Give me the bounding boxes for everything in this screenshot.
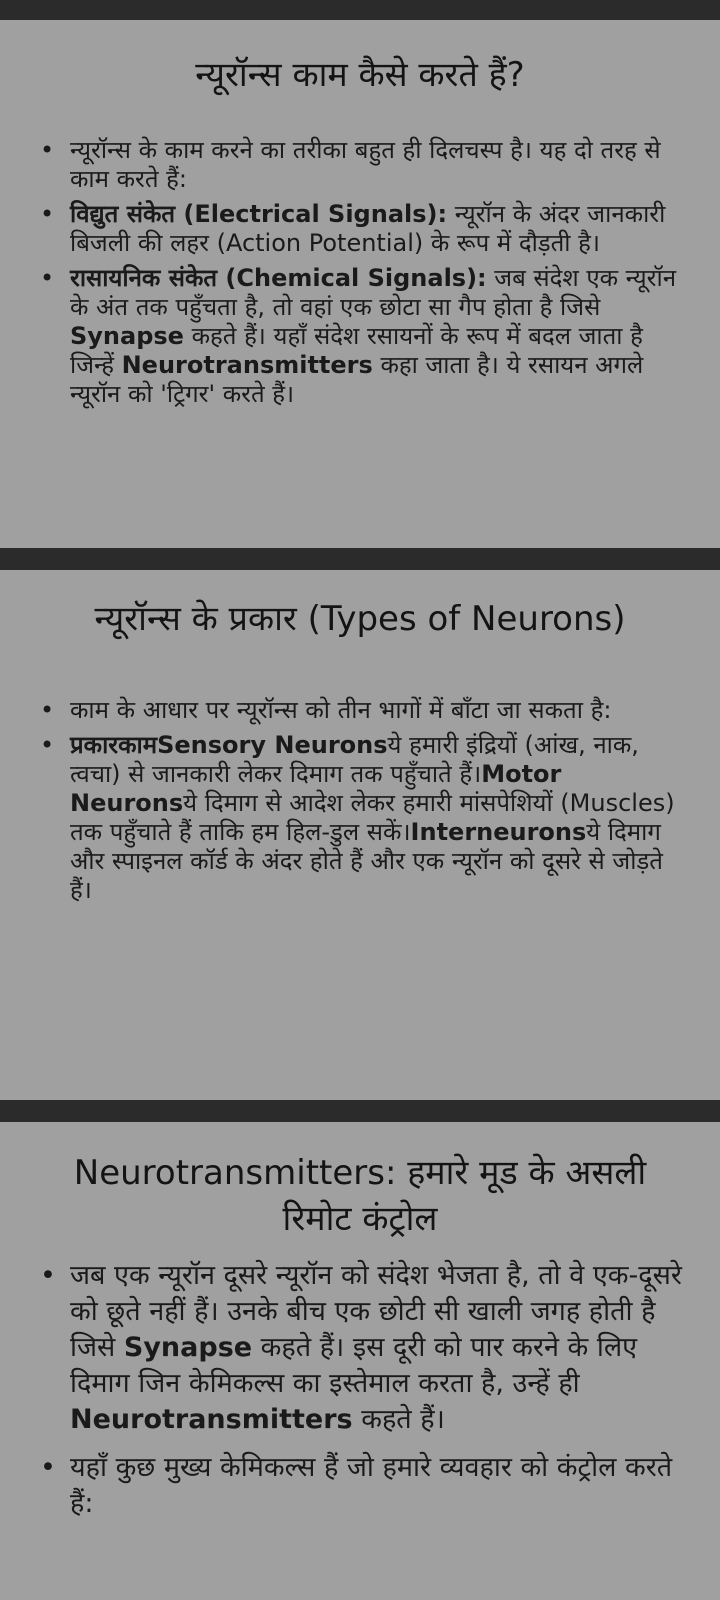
bullet-dot-icon: • xyxy=(40,136,55,164)
bold-term: विद्युत संकेत (Electrical Signals): xyxy=(70,200,448,228)
bullet-text: कहते हैं। यहाँ संदेश रसायनों के रूप में बदल जाता है जिन्हें xyxy=(70,322,643,379)
bullet-list xyxy=(0,696,720,905)
bullet-item xyxy=(0,200,692,258)
bullet-dot-icon: • xyxy=(40,200,55,228)
bullet-text: कहते हैं। इस दूरी को पार करने के लिए दिमाग जिन केमिकल्स का इस्तेमाल करता है, उन्हें ही xyxy=(70,1332,638,1399)
bullet-text: न्यूरॉन्स के काम करने का तरीका बहुत ही दिलचस्प है। यह दो तरह से काम करते हैं: xyxy=(70,136,661,193)
bold-term: Interneurons xyxy=(410,818,587,846)
bullet-item xyxy=(0,1258,692,1438)
bullet-dot-icon: • xyxy=(40,1452,56,1483)
bullet-text: कहते हैं। xyxy=(352,1404,445,1435)
bullet-text: ये दिमाग और स्पाइनल कॉर्ड के अंदर होते हैं और एक न्यूरॉन को दूसरे से जोड़ते हैं। xyxy=(70,818,663,904)
section-title: न्यूरॉन्स के प्रकार (Types of Neurons) xyxy=(94,599,626,639)
bold-term: Motor Neurons xyxy=(70,760,562,817)
section-neurotransmitters xyxy=(0,1122,720,1600)
bullet-text: जब एक न्यूरॉन दूसरे न्यूरॉन को संदेश भेजता है, तो वे एक-दूसरे को छूते नहीं हैं। उनके बीच एक छोटी सी खाली जगह होती है जिसे xyxy=(70,1260,682,1363)
bullet-dot-icon: • xyxy=(40,264,55,292)
bold-term: Neurotransmitters xyxy=(70,1404,353,1435)
bold-term: प्रकारकामSensory Neurons xyxy=(70,731,388,759)
bold-term: Synapse xyxy=(70,322,184,350)
bullet-text: यहाँ कुछ मुख्य केमिकल्स हैं जो हमारे व्यवहार को कंट्रोल करते हैं: xyxy=(70,1452,673,1519)
bullet-item xyxy=(0,696,692,725)
bullet-item xyxy=(0,136,692,194)
bullet-text: काम के आधार पर न्यूरॉन्स को तीन भागों में बाँटा जा सकता है: xyxy=(70,696,612,724)
top-bar xyxy=(0,0,720,20)
bold-term: Neurotransmitters xyxy=(121,351,373,379)
bullet-dot-icon: • xyxy=(40,731,55,759)
bullet-text: ये हमारी इंद्रियों (आंख, नाक, त्वचा) से जानकारी लेकर दिमाग तक पहुँचाते हैं। xyxy=(70,731,639,788)
bullet-dot-icon: • xyxy=(40,1260,56,1291)
bullet-item xyxy=(0,1450,692,1522)
bold-term: Synapse xyxy=(123,1332,253,1363)
bullet-dot-icon: • xyxy=(40,696,55,724)
bold-term: रासायनिक संकेत (Chemical Signals): xyxy=(70,264,487,292)
section-title: न्यूरॉन्स काम कैसे करते हैं? xyxy=(195,55,525,95)
section-title: Neurotransmitters: हमारे मूड के असली रिमोट कंट्रोल xyxy=(73,1153,647,1239)
section-how-neurons-work xyxy=(0,20,720,548)
bullet-list xyxy=(0,136,720,409)
bullet-text: जब संदेश एक न्यूरॉन के अंत तक पहुँचता है, तो वहां एक छोटा सा गैप होता है जिसे xyxy=(70,264,677,321)
bullet-item xyxy=(0,264,692,409)
section-divider xyxy=(0,548,720,570)
bullet-list xyxy=(0,1258,720,1522)
bullet-item xyxy=(0,731,692,905)
bullet-text: कहा जाता है। ये रसायन अगले न्यूरॉन को 'ट्रिगर' करते हैं। xyxy=(70,351,644,408)
bullet-text: न्यूरॉन के अंदर जानकारी बिजली की लहर (Action Potential) के रूप में दौड़ती है। xyxy=(70,200,666,257)
bullet-text: ये दिमाग से आदेश लेकर हमारी मांसपेशियों (Muscles) तक पहुँचाते हैं ताकि हम हिल-डुल सकें। xyxy=(70,789,675,846)
section-divider xyxy=(0,1100,720,1122)
section-types-of-neurons xyxy=(0,570,720,1100)
